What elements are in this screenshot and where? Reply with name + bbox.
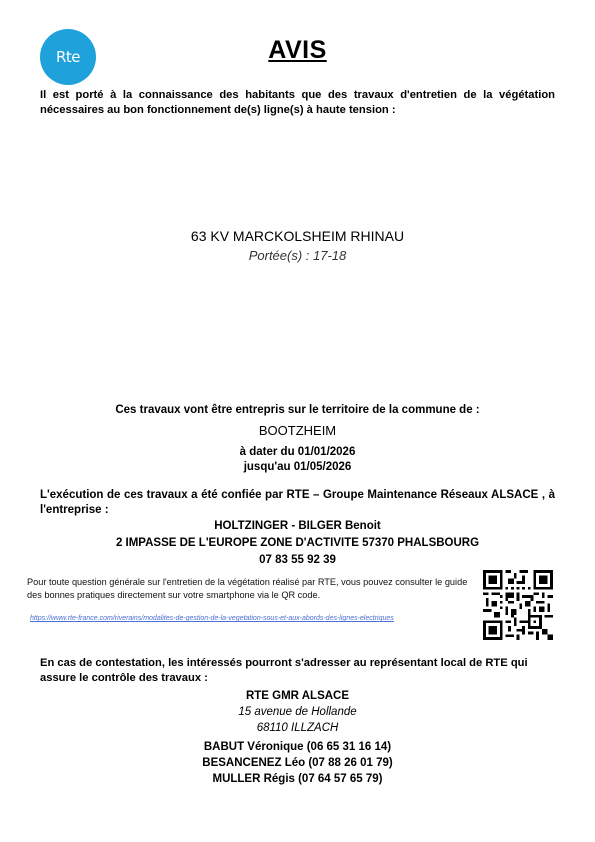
spans-label: Portée(s) : 17-18	[248, 248, 347, 263]
company-address: 2 IMPASSE DE L'EUROPE ZONE D'ACTIVITE 57370 PHALSBOURG	[115, 537, 480, 549]
page-title: AVIS	[268, 36, 327, 64]
contact-3: MULLER Régis (07 64 57 65 79)	[212, 773, 383, 785]
date-to: jusqu'au 01/05/2026	[243, 461, 352, 473]
commune-name: BOOTZHEIM	[258, 423, 337, 438]
guide-link[interactable]: https://www.rte-france.com/riverains/modalites-de-gestion-de-la-vegetation-sous-et-aux-abords-des-lignes-electriques	[30, 615, 394, 622]
power-line-name: 63 KV MARCKOLSHEIM RHINAU	[190, 228, 405, 244]
execution-paragraph: L'exécution de ces travaux a été confiée par RTE – Groupe Maintenance Réseaux ALSACE , à l'entreprise :	[40, 489, 555, 516]
contact-2: BESANCENEZ Léo (07 88 26 01 79)	[202, 757, 393, 769]
territory-text: Ces travaux vont être entrepris sur le territoire de la commune de :	[115, 404, 480, 416]
local-rep-name: RTE GMR ALSACE	[245, 690, 350, 702]
contestation-paragraph: En cas de contestation, les intéressés pourront s'adresser au représentant local de RTE qui assure le contrôle des travaux :	[40, 657, 528, 684]
contact-1: BABUT Véronique (06 65 31 16 14)	[203, 741, 392, 753]
company-name: HOLTZINGER - BILGER Benoit	[214, 520, 381, 532]
local-rep-city: 68110 ILLZACH	[256, 722, 339, 734]
intro-paragraph: Il est porté à la connaissance des habitants que des travaux d'entretien de la végétation nécessaires au bon fonctionnement de(s) ligne(s) à haute tension :	[40, 89, 555, 116]
date-from: à dater du 01/01/2026	[239, 446, 356, 458]
company-phone: 07 83 55 92 39	[259, 554, 336, 566]
qr-code[interactable]	[483, 570, 553, 640]
rte-logo-text: Rte	[55, 48, 81, 66]
info-text: Pour toute question générale sur l'entretien de la végétation réalisé par RTE, vous pouvez consulter le guide des bonnes pratiques directement sur votre smartphone via le QR code.	[27, 577, 468, 600]
local-rep-street: 15 avenue de Hollande	[238, 706, 357, 718]
